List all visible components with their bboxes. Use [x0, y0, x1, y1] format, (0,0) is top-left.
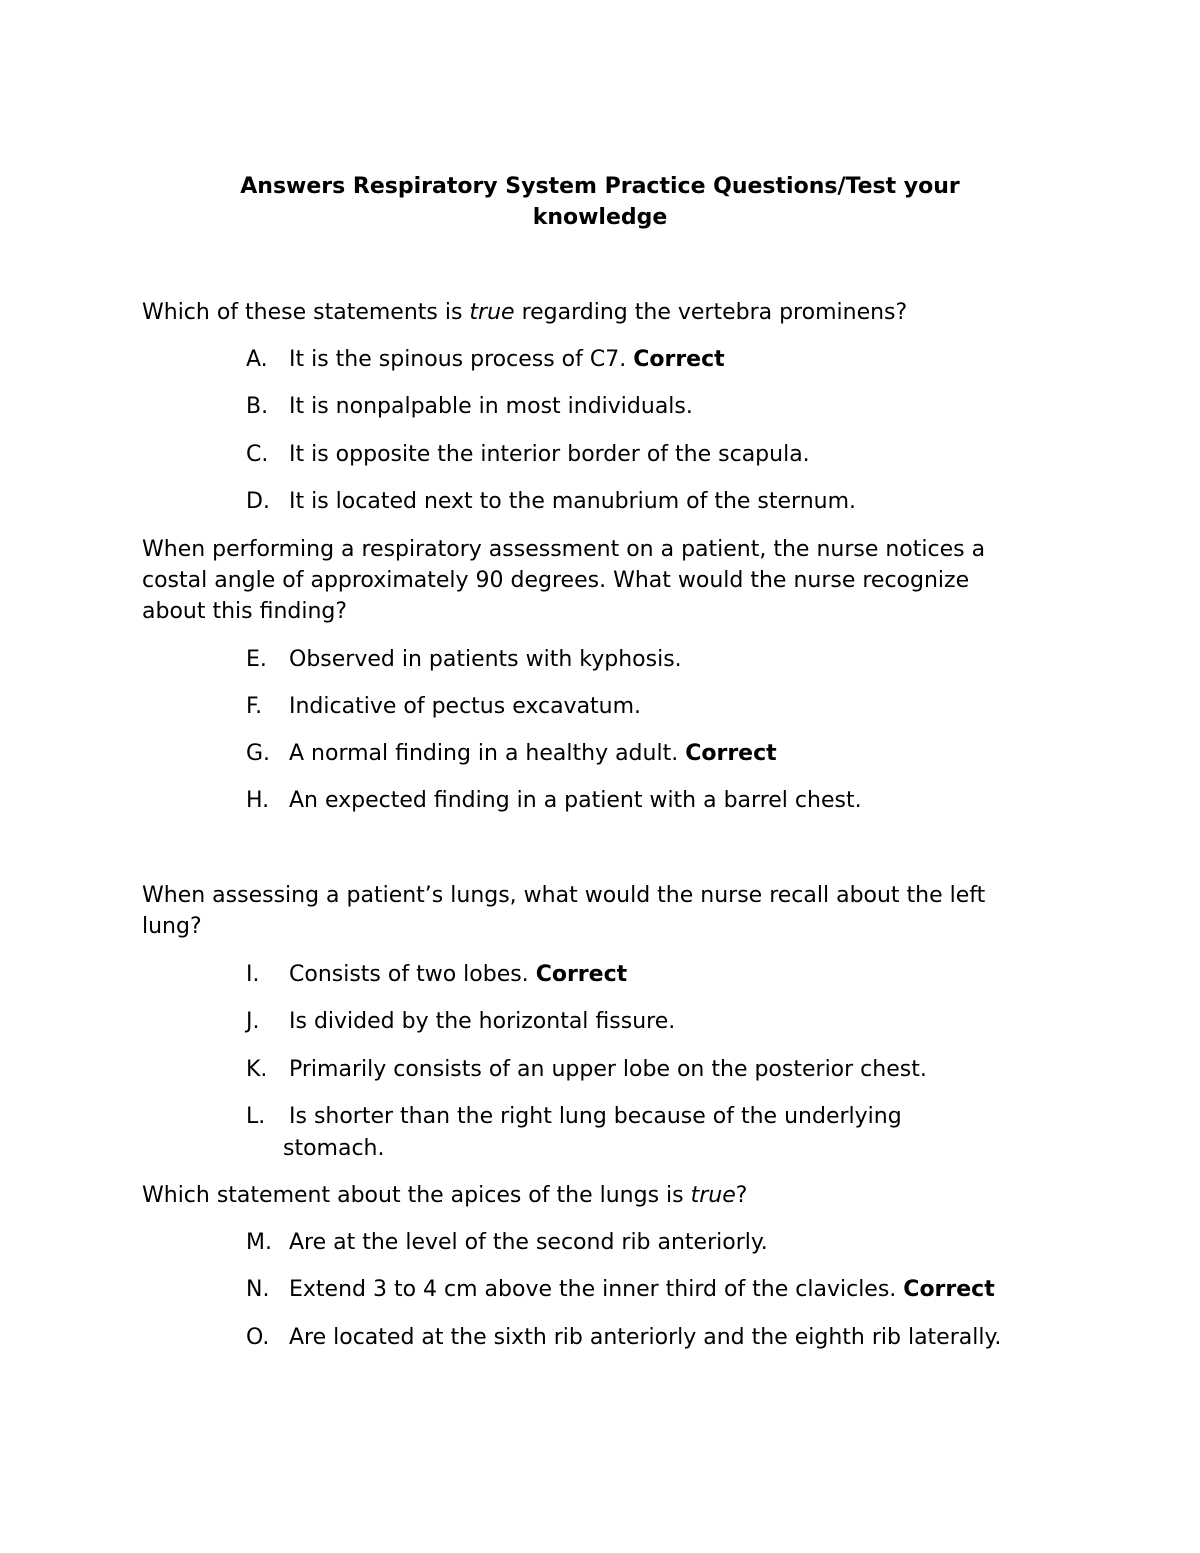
title-line-1: Answers Respiratory System Practice Questions/Test your — [240, 174, 960, 199]
option-letter: H. — [246, 788, 270, 813]
option-letter: C. — [246, 442, 269, 467]
option-letter: F. — [246, 694, 263, 719]
correct-marker: Correct — [685, 741, 777, 766]
correct-marker: Correct — [535, 962, 628, 987]
option-text: Is divided by the horizontal fissure. — [289, 1009, 676, 1034]
option-letter: K. — [246, 1057, 268, 1082]
option-text: Extend 3 to 4 cm above the inner third of the clavicles. — [289, 1277, 904, 1302]
option-text: Are located at the sixth rib anteriorly and the eighth rib laterally. — [289, 1325, 1002, 1350]
option-text: It is opposite the interior border of the scapula. — [289, 442, 810, 467]
emphasis-true: true — [690, 1183, 736, 1208]
correct-marker: Correct — [903, 1277, 995, 1302]
option-text: A normal finding in a healthy adult. — [289, 741, 686, 766]
option-letter: A. — [246, 347, 268, 372]
option-letter: D. — [246, 489, 270, 514]
option-letter: J. — [246, 1009, 260, 1034]
option-letter: O. — [246, 1325, 270, 1350]
correct-marker: Correct — [633, 347, 725, 372]
question-stem-line: about this finding? — [142, 599, 348, 624]
option-letter: N. — [246, 1277, 270, 1302]
question-2-stem — [142, 534, 1062, 627]
option-letter: I. — [246, 962, 260, 987]
option-text: It is nonpalpable in most individuals. — [289, 394, 693, 419]
question-4-stem: Which statement about the apices of the lungs is true? — [142, 1183, 748, 1208]
option-letter: B. — [246, 394, 269, 419]
question-stem-line: lung? — [142, 914, 202, 939]
option-text: Indicative of pectus excavatum. — [289, 694, 642, 719]
option-text: An expected finding in a patient with a barrel chest. — [289, 788, 862, 813]
emphasis-true: true — [469, 300, 515, 325]
option-text: Consists of two lobes. — [289, 962, 536, 987]
option-text: Are at the level of the second rib anteriorly. — [289, 1230, 768, 1255]
question-stem-line: When performing a respiratory assessment on a patient, the nurse notices a — [142, 537, 986, 562]
option-text: It is located next to the manubrium of the sternum. — [289, 489, 857, 514]
option-text: Primarily consists of an upper lobe on the posterior chest. — [289, 1057, 927, 1082]
option-text-continuation: stomach. — [283, 1136, 385, 1161]
question-3-stem — [142, 880, 1062, 942]
option-letter: M. — [246, 1230, 272, 1255]
question-1-stem: Which of these statements is true regarding the vertebra prominens? — [142, 300, 908, 325]
title-line-2: knowledge — [532, 205, 668, 230]
document-title — [140, 171, 1060, 233]
option-letter: E. — [246, 647, 267, 672]
option-letter: G. — [246, 741, 271, 766]
option-text: It is the spinous process of C7. — [289, 347, 634, 372]
option-text: Observed in patients with kyphosis. — [289, 647, 682, 672]
option-letter: L. — [246, 1104, 266, 1129]
question-stem-line: costal angle of approximately 90 degrees. What would the nurse recognize — [142, 568, 970, 593]
question-stem-line: When assessing a patient’s lungs, what would the nurse recall about the left — [142, 883, 986, 908]
option-text: Is shorter than the right lung because of the underlying — [289, 1104, 902, 1129]
